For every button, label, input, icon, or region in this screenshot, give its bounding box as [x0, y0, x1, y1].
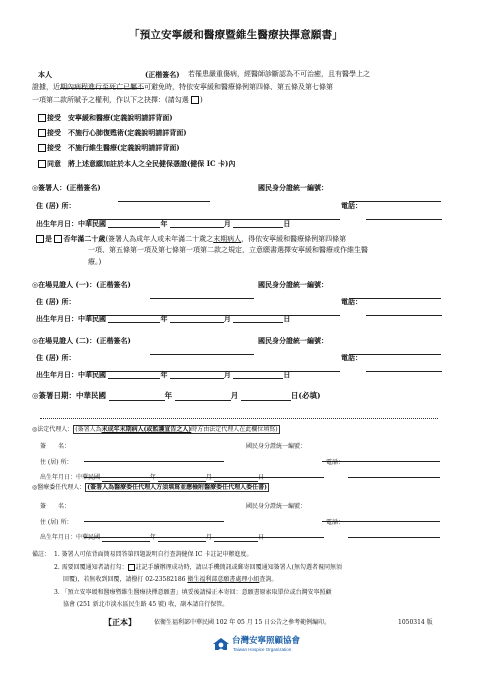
intro-line3: 一項第二款所賦予之權利，作以下之抉擇：(請勾選 )	[32, 96, 203, 104]
minor-yes-checkbox[interactable]	[36, 235, 44, 243]
notes-label: 備註：	[32, 551, 51, 558]
footer-version: 1050314 版	[398, 619, 433, 626]
witness2-address-label: 住 (居) 所：	[36, 353, 76, 362]
note-1: 1. 簽署人可依背面簡易問答第四題說明自行查詢健保 IC 卡註記申辦進度。	[54, 551, 253, 558]
witness2-id-label: 國民身分證統一編號：	[258, 336, 328, 345]
witness2-phone-field[interactable]	[366, 353, 442, 372]
witness1-birth: 出生年月日：中華民國 年 月 日	[36, 314, 291, 323]
proxy-phone-field[interactable]	[348, 519, 440, 538]
proxy-birth-month[interactable]	[158, 534, 206, 542]
intro-line2: 證據，近期內病程進行至死亡已屬不可避免時，特依安寧緩和醫療條例第四條、第五條及第七條第	[32, 83, 333, 91]
option-no-life-support: 接受 不施行維生醫療(定義說明請詳背面)	[38, 143, 180, 152]
org-name-en: Taiwan Hospice Organization	[233, 647, 292, 652]
legal-rep-header: ◎法定代理人： (簽署人為未成年末期病人(或監護宣告之人)時方由法定代理人在此欄位填寫)	[32, 426, 278, 433]
legal-rep-birth-year[interactable]	[102, 474, 150, 482]
proxy-address-label: 住 (居) 所：	[40, 519, 73, 526]
minor-line3: 療。)	[88, 258, 102, 266]
proxy-header: ◎醫療委任代理人： (簽署人為醫療委任代理人方須填寫並應檢附醫療委任代理人委任書)	[32, 484, 267, 491]
legal-rep-sign-label: 簽 名：	[40, 443, 71, 450]
witness2-birth: 出生年月日：中華民國 年 月 日	[36, 370, 291, 379]
legal-rep-birth: 出生年月日：中華民國 年 月 日	[40, 474, 264, 481]
signer-birth-year[interactable]	[108, 219, 160, 228]
witness1-phone-label: 電話：	[341, 297, 362, 306]
choice-checkbox[interactable]	[191, 96, 199, 104]
reply-checkbox[interactable]	[128, 564, 135, 571]
proxy-sign-label: 簽 名：	[40, 503, 71, 510]
witness2-label: ◎在場見證人 (二)：(正楷簽名)	[32, 336, 131, 345]
witness1-label: ◎在場見證人 (一)：(正楷簽名)	[32, 280, 131, 289]
signer-birth: 出生年月日：中華民國 年 月 日	[36, 219, 291, 228]
proxy-birth-day[interactable]	[214, 534, 258, 542]
signer-label: ◎簽署人：(正楷簽名)	[32, 183, 101, 192]
legal-rep-id-label: 國民身分證統一編號：	[246, 443, 307, 450]
signer-birth-day[interactable]	[233, 219, 283, 228]
hospice-logo-icon	[212, 637, 230, 651]
proxy-phone-label: 電話：	[326, 519, 345, 526]
witness2-phone-label: 電話：	[341, 353, 362, 362]
signer-phone-field[interactable]	[366, 201, 442, 220]
sign-date: ◎簽署日期：中華民國 年 月 日(必填)	[32, 391, 321, 400]
witness1-birth-day[interactable]	[233, 314, 283, 323]
org-name: 台灣安寧照顧協會	[232, 636, 301, 646]
sign-date-month[interactable]	[175, 392, 231, 401]
sign-note: (正楷簽名)	[145, 70, 180, 79]
document-title: 「預立安寧緩和醫療暨維生醫療抉擇意願書」	[129, 29, 343, 41]
sign-date-year[interactable]	[109, 392, 165, 401]
note-2-line2: 回覆)，若無收到回覆，請撥打 02-23582186 衛生福利部意願書處理小組查詢。	[63, 576, 278, 583]
option-palliative: 接受 安寧緩和醫療(定義說明請詳背面)	[38, 113, 173, 122]
option-checkbox[interactable]	[38, 129, 46, 137]
minor-no-checkbox[interactable]	[54, 235, 62, 243]
legal-rep-phone-field[interactable]	[348, 459, 440, 478]
witness1-id-label: 國民身分證統一編號：	[258, 280, 328, 289]
option-no-cpr: 接受 不施行心肺復甦術(定義說明請詳背面)	[38, 128, 187, 137]
signer-birth-month[interactable]	[170, 219, 224, 228]
signer-address-field[interactable]	[88, 201, 340, 220]
witness1-birth-year[interactable]	[108, 314, 160, 323]
signer-id-field[interactable]	[349, 183, 441, 202]
witness2-birth-day[interactable]	[233, 370, 283, 379]
signer-phone-label: 電話：	[341, 201, 362, 210]
sign-date-day[interactable]	[241, 392, 291, 401]
signer-sign-field[interactable]	[118, 183, 210, 202]
proxy-birth-year[interactable]	[102, 534, 150, 542]
witness1-address-label: 住 (居) 所：	[36, 297, 76, 306]
note-3-line1: 3. 「預立安寧緩和醫療暨維生醫療抉擇意願書」填妥後請掃正本寄回：意願書原索取單位或台灣安寧照顧	[54, 589, 332, 596]
footer-basis: 依衛生福利部中華民國 102 年 05 月 15 日公告之參考範例編印。	[154, 619, 331, 626]
legal-rep-birth-day[interactable]	[214, 474, 258, 482]
witness2-birth-month[interactable]	[170, 370, 224, 379]
note-3-line2: 協會 (251 新北市淡水區民生路 45 號) 收，副本請自行保管。	[63, 601, 229, 608]
witness1-birth-month[interactable]	[170, 314, 224, 323]
intro-line1: 若罹患嚴重傷病，經醫師診斷認為不可治癒，且有醫學上之	[188, 70, 370, 78]
witness1-phone-field[interactable]	[366, 297, 442, 316]
proxy-birth: 出生年月日：中華民國 年 月 日	[40, 534, 264, 541]
person-label: 本人	[38, 70, 52, 79]
minor-line1: 是 否年滿二十歲(簽署人為成年人或未年滿二十歲之末期病人，得依安寧緩和醫療條例第四條第	[36, 234, 346, 244]
section-divider	[40, 418, 438, 419]
option-ic-card: 同意 將上述意願加註於本人之全民健保憑證(健保 IC 卡)內	[38, 159, 235, 168]
witness2-birth-year[interactable]	[108, 370, 160, 379]
option-checkbox[interactable]	[38, 160, 46, 168]
legal-rep-address-label: 住 (居) 所：	[40, 459, 73, 466]
note-2-line1: 2. 需要回覆通知者請打勾： 註記手續辦理成功時，請以手機簡訊或郵寄回覆通知簽署人(無勾選者視同無須	[54, 564, 342, 571]
option-checkbox[interactable]	[38, 144, 46, 152]
option-checkbox[interactable]	[38, 114, 46, 122]
signer-address-label: 住 (居) 所：	[36, 201, 76, 210]
legal-rep-phone-label: 電話：	[326, 459, 345, 466]
legal-rep-birth-month[interactable]	[158, 474, 206, 482]
proxy-id-label: 國民身分證統一編號：	[246, 503, 307, 510]
signer-id-label: 國民身分證統一編號：	[258, 183, 328, 192]
minor-line2: 一項、第五條第一項及第七條第一項第二款之規定，立意願書選擇安寧緩和醫療或作維生醫	[88, 246, 368, 254]
original-copy-label: 【正本】	[104, 617, 136, 627]
